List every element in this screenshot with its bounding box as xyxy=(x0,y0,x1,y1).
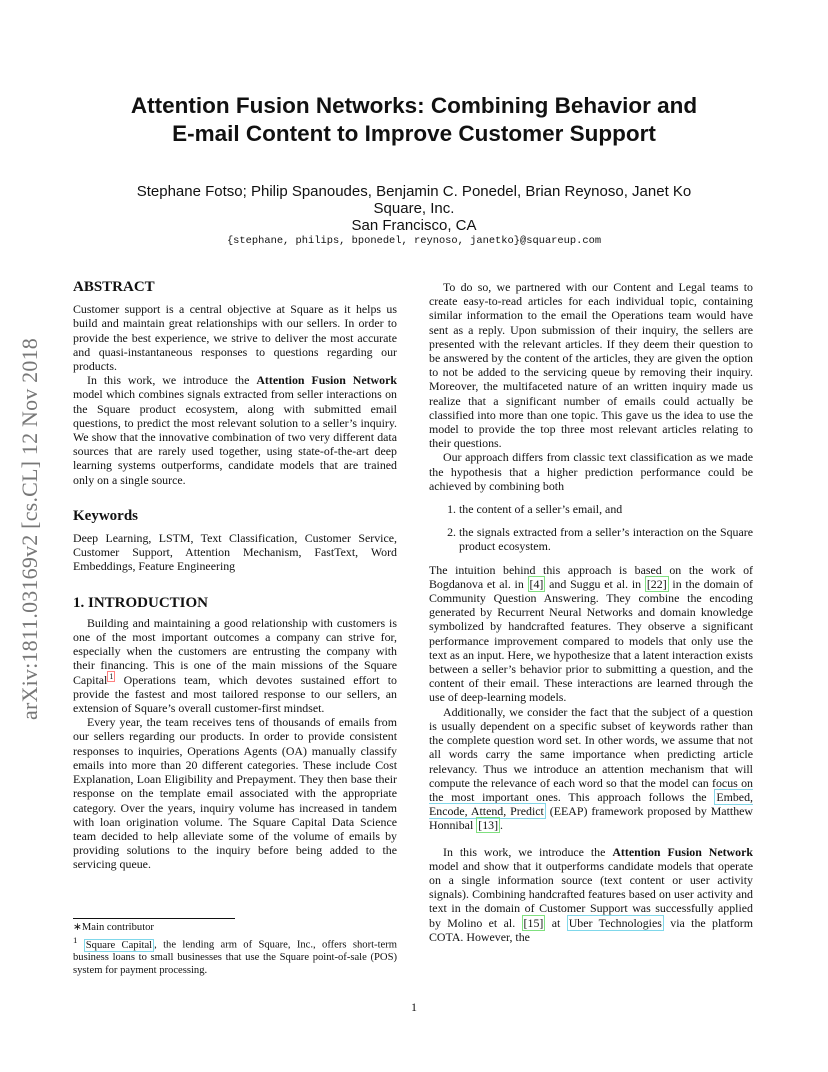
right-paragraph-1: To do so, we partnered with our Content and Legal teams to create easy-to-read articles for each individual topic, containing similar information to the email the Operations team would have sent as a reply. Upon submission of their inquiry, the sellers are presented with the relevant articles. If they deem their question to be answered by the content of the articles, they are given the option to not be added to the servicing queue by removing their inquiry. Moreover, the multifaceted nature of an written inquiry made us realize that a significant number of emails could actually be classified into more than one topic. This gave us the idea to use the model to provide the top three most relevant articles relating to their questions. xyxy=(429,280,753,451)
title-line-1: Attention Fusion Networks: Combining Behavior and xyxy=(130,93,698,118)
affiliation: Square, Inc. xyxy=(373,200,455,217)
abstract-paragraph-2 xyxy=(73,373,397,487)
right-paragraph-5 xyxy=(429,845,753,944)
author-block xyxy=(0,183,828,234)
arxiv-stamp: arXiv:1811.03169v2 [cs.CL] 12 Nov 2018 xyxy=(17,338,42,720)
body-text: In this work, we introduce the xyxy=(443,844,613,859)
right-column xyxy=(429,280,753,944)
introduction-heading: 1. INTRODUCTION xyxy=(73,594,209,611)
footnote-rule xyxy=(73,918,235,919)
right-paragraph-3 xyxy=(429,563,753,705)
list-item: 1. the content of a seller’s email, and xyxy=(459,502,753,516)
abstract-paragraph-1: Customer support is a central objective at Square as it helps us build and maintain great relationships with our sellers. In order to provide the best experience, we strive to deliver the most accurate and quasi-instantaneous responses to questions regarding our products. xyxy=(73,302,397,374)
citation-link[interactable]: [4] xyxy=(529,576,544,591)
citation-link[interactable]: [15] xyxy=(523,915,544,930)
left-column xyxy=(73,280,397,872)
model-name-bold: Attention Fusion Network xyxy=(612,844,753,859)
eeap-link[interactable]: Embed, Encode, Attend, Predict xyxy=(429,789,753,819)
body-text: model and show that it outperforms candidate models that operate on a single information source (text content or user activity signals). Combining handcrafted features based on user activity and text in the domain of Customer Support was successfully applied by Molino et al. xyxy=(429,858,753,930)
footnotes xyxy=(73,918,397,977)
abstract-text: In this work, we introduce the xyxy=(87,373,257,388)
footnote-star: ∗Main contributor xyxy=(73,922,154,933)
list-item: 2. the signals extracted from a seller’s interaction on the Square product ecosystem. xyxy=(459,525,753,553)
author-emails: {stephane, philips, bponedel, reynoso, janetko}@squareup.com xyxy=(226,235,602,247)
intro-paragraph-2: Every year, the team receives tens of thousands of emails from our sellers regarding our products. In order to provide consistent responses to inquiries, Operations Agents (OA) manually classify emails into more than 20 different categories. These include Cost Explanation, Loan Eligibility and Prepayment. They then base their response on the template email associated with the appropriate category. Over the years, inquiry volume has increased in tandem with loan origination volume. The Square Capital Data Science team decided to help alleviate some of the volume of emails by providing solutions to the inquiry before being added to the servicing queue. xyxy=(73,715,397,872)
footnote-1 xyxy=(73,934,397,977)
right-paragraph-4 xyxy=(429,705,753,833)
author-names: Stephane Fotso; Philip Spanoudes, Benjamin C. Ponedel, Brian Reynoso, Janet Ko xyxy=(136,183,692,200)
intro-text: Operations team, which devotes sustained effort to provide the fastest and most tailored response to our sellers, an extension of Square’s overall customer-first mindset. xyxy=(73,672,397,716)
keywords-heading: Keywords xyxy=(73,507,138,524)
footnote-text: , the lending arm of Square, Inc., offers short-term business loans to small businesses that use the Square point-of-sale (POS) system for payment processing. xyxy=(73,939,397,976)
body-text: The intuition behind this approach is based on the work of Bogdanova et al. in xyxy=(429,562,753,591)
abstract-text: model which combines signals extracted from seller interactions on the Square product ecosystem, along with submitted email questions, to predict the most relevant solution to a seller’s inquiry. We show that the innovative combination of two very different data sources that are rarely used together, using state-of-the-art deep learning systems outperforms, candidate models that are trained only on a single source. xyxy=(73,387,397,487)
intro-text: Building and maintaining a good relationship with customers is one of the most important outcomes a company can strive for, especially when the customers are entrusting the company with their financing. This is one of the main missions of the Square Capital xyxy=(73,615,397,687)
body-text: at xyxy=(545,915,567,930)
title-line-2: E-mail Content to Improve Customer Support xyxy=(172,121,656,146)
square-capital-link[interactable]: Square Capital xyxy=(85,939,153,951)
intro-paragraph-1 xyxy=(73,616,397,715)
citation-link[interactable]: [22] xyxy=(646,576,667,591)
body-text: and Suggu et al. in xyxy=(545,576,645,591)
citation-link[interactable]: [13] xyxy=(478,818,499,833)
footnote-marker[interactable]: 1 xyxy=(109,671,114,681)
abstract-heading: ABSTRACT xyxy=(73,279,155,295)
footnote-number: 1 xyxy=(73,935,78,946)
body-text: (EEAP) framework proposed by Matthew Honnibal xyxy=(429,804,754,833)
uber-link[interactable]: Uber Technologies xyxy=(568,915,662,930)
model-name-bold: Attention Fusion Network xyxy=(256,373,397,388)
keywords-text: Deep Learning, LSTM, Text Classification, Customer Service, Customer Support, Attention Mechanism, FastText, Word Embeddings, Feature Engineering xyxy=(73,531,397,574)
body-text: in the domain of Community Question Answering. They combine the encoding generated by Recurrent Neural Networks and domain knowledge symbolized by handcrafted features. They observe a significant performance improvement compared to models that only use the text as an input. Here, we hypothesize that a latent interaction exists between a seller’s behavior prior to submitting a question, and the content of their email. These interactions are learned through the use of deep-learning models. xyxy=(429,576,753,705)
right-paragraph-2: Our approach differs from classic text classification as we made the hypothesis that a higher prediction performance could be achieved by combining both xyxy=(429,450,753,493)
combination-list xyxy=(429,502,753,554)
body-text: . xyxy=(500,818,504,833)
body-text: via the platform COTA. However, the xyxy=(429,915,753,944)
page-number: 1 xyxy=(411,1000,417,1014)
paper-title xyxy=(0,92,828,148)
location: San Francisco, CA xyxy=(351,217,477,234)
body-text: Additionally, we consider the fact that the subject of a question is usually dependent on a specific subset of keywords rather than the complete question word set. In other words, we assume that not all words carry the same importance when predicting article relevancy. Thus we introduce an attention mechanism that will compute the relevance of each word so that the model can focus on the most important ones. This approach follows the xyxy=(429,704,753,804)
